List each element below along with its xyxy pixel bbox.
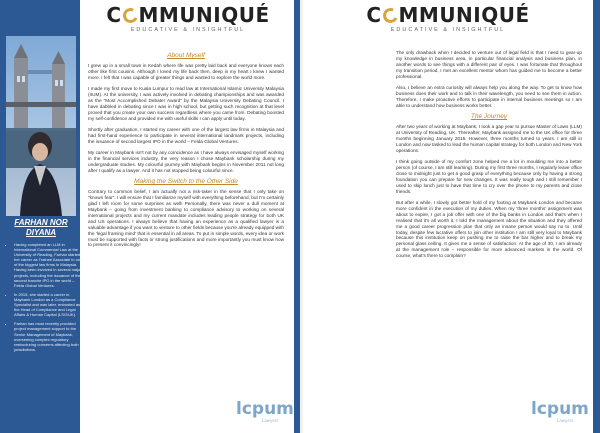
logo-letter-c: C bbox=[106, 3, 122, 27]
paragraph: I think going outside of my comfort zone helped me a lot in moulding me into a better person (of course, I am still learning). During my first three months, I regularly leave office close to midnight just to get a good grasp of everything because only by having a strong foundation you can prepare for new changes. It was really tough and I still remember I used to skip lunch just to have that time to cry over the phone to my parents and close friends. bbox=[396, 159, 582, 194]
profile-sidebar bbox=[0, 0, 83, 433]
paragraph: The only drawback when I decided to venture out of legal field is that I need to gear-up my knowledge in business area, in particular financial analysis and business plan, in another words to see things with a different pair of eyes. I was fortunate that throughout my transition period, I met an excellent mentor whom has guided me to become a better professional. bbox=[396, 50, 582, 79]
bio-item: • In 2015, she started a career in Maybank London as a Compliance Specialist and was later, entrusted as the Head of Compliance and Legal Affairs & Human Capital (LSG/UK). bbox=[14, 292, 84, 317]
logo-o-icon bbox=[120, 5, 139, 24]
london-skyline-image bbox=[6, 36, 76, 216]
logo-letter-c: C bbox=[366, 3, 382, 27]
london-photo bbox=[6, 36, 76, 216]
page-right bbox=[303, 0, 600, 433]
paragraph: I grew up in a small town in Kedah where life was pretty laid back and everyone knows each other like first cousins. Although I loved my life back then, deep in my heart I knew I wanted more. I felt that I was capable of greater things and wanted to explore the world more. bbox=[88, 62, 284, 80]
logo-word-rest: MMUNIQUÉ bbox=[138, 3, 270, 27]
bio-item: • Farhan has most recently provided project management support to the Senior Management of Maybank, overseeing complex regulatory restructuring concerns affecting both jurisdictions. bbox=[14, 321, 84, 352]
communique-logo bbox=[303, 4, 593, 33]
section-heading-switch: Making the Switch to the Other Side bbox=[134, 178, 238, 186]
logo-o-icon bbox=[380, 5, 399, 24]
logo-tagline: EDUCATIVE & INSIGHTFUL bbox=[390, 27, 506, 33]
paragraph: After two years of working at Maybank, I took a gap year to pursue Master of Laws (LLM) at University of Reading, UK. Thereafter, Maybank assigned me to the UK office for three months beginning January 2015. However, three months turned to years. I am still in London and now tasked to lead the human capital strategy for both London and New York operations. bbox=[396, 124, 582, 153]
article-content-left bbox=[88, 53, 284, 254]
footer-logo-text: lcpum bbox=[531, 399, 589, 419]
communique-logo bbox=[82, 4, 294, 33]
logo-word-rest: MMUNIQUÉ bbox=[398, 3, 530, 27]
footer-logo-sub: Lawyers bbox=[262, 418, 279, 423]
paragraph: My career in Maybank isn't not by any coincidence as I have always envisaged myself working in the financial services industry, the very reason I chose Maybank scholarship during my undergraduate studies. My colourful journey with Maybank begins in November 2011 not long after I qualify as a lawyer. And it has not stopped being colourful since. bbox=[88, 150, 284, 173]
page-edge-bar bbox=[593, 0, 600, 433]
profile-name: FARHAN NOR DIYANA bbox=[14, 218, 68, 237]
paragraph: But after a while, I slowly got better hold of my footing at Maybank London and became more confident in the execution of my duties. When my 'three months' assignment was about to expire, I got a job offer with one of the big banks in London and that's when I realised that it's all worth it. I told the management about the situation and they offered me a good career progression plan that only an insane person would say no to. Until today, despite few lucrative offers to join other institution I am still very loyal to Maybank because this institution keep on pushing me to raise the bar higher and to break my personal glass ceiling. It gives me a sense of satisfaction. At the age of 30, I am already at the management role – responsible for more advanced markets in the world. Of course, what's there to complain? bbox=[396, 200, 582, 259]
paragraph: Also, I believe an extra curiosity will always help you along the way. To get to know how business does their work and to talk in their wavelength, you need to see them in action. Therefore, I make proactive efforts to participate in internal business meetings so I am able to understand how business works better. bbox=[396, 85, 582, 108]
article-content-right bbox=[396, 50, 582, 265]
footer-logo-sub: Lawyers bbox=[557, 418, 574, 423]
profile-bio-list bbox=[6, 242, 84, 356]
section-heading-journey: The Journey bbox=[470, 113, 508, 121]
paragraph: Contrary to common belief, I am actually not a risk-taker in the sense that I only take on "known fear". I will ensure that I familiarize myself with everything beforehand, but I'm certainly glad I left room for some surprises as well! Personally, there was never a dull moment at Maybank – going from investment banking to compliance advisory to working on several international projects and my current mandate includes leading people strategy for both UK and US operations. I always believe that having an experience as a qualified lawyer is a valuable advantage if you want to venture to other fields because you're already equipped with the 'legal framing mind' that is essential in all areas. To put in simple words, every idea or work must be supported with facts or strong justifications and more importantly you must know how to present it convincingly! bbox=[88, 189, 284, 248]
footer-logo bbox=[236, 399, 294, 427]
paragraph: I made my first move to Kuala Lumpur to read law at International Islamic University Malaysia (IIUM). At the university, I was actively involved in debating championships and was awarded as the "Most Accomplished Debater Award" by the Malaysia University Debating Council. I have dabbled in debating since I was in high school, but getting such recognition at that level proved that you create your own success regardless where you came from. Debating boosted my self-confidence and provided me with useful skills I can apply until today. bbox=[88, 86, 284, 121]
page-edge-bar bbox=[294, 0, 300, 433]
logo-tagline: EDUCATIVE & INSIGHTFUL bbox=[130, 27, 246, 33]
paragraph: Shortly after graduation, I started my career with one of the largest law firms in Malaysia and had first-hand experience to participate in several international landmark projects, including the issuance of second largest IPO in the world – Felda Global Ventures. bbox=[88, 127, 284, 144]
bio-item: • Having completed an LLM in International Commercial Law at the University of Reading, Farhan started her career as Trainee Associate in one of the biggest law firms in Malaysia. Having been involved in several major projects, including the issuance of the second tranche IPO in the world – Felda Global Ventures. bbox=[14, 242, 84, 288]
footer-logo-text: lcpum bbox=[236, 399, 294, 419]
section-heading-about: About Myself bbox=[167, 52, 205, 59]
footer-logo bbox=[531, 399, 589, 427]
